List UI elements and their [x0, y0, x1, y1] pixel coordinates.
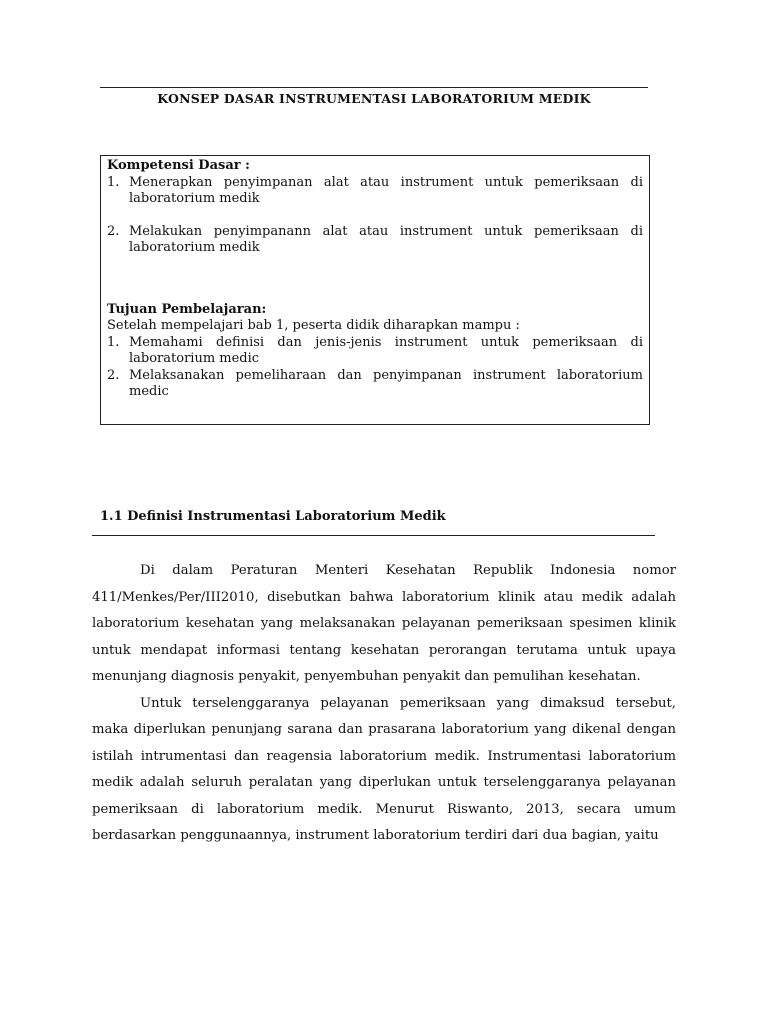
list-text: Memahami definisi dan jenis-jenis instrument untuk pemeriksaan di laboratorium medic	[129, 334, 643, 366]
list-number: 2.	[107, 367, 120, 383]
kompetensi-heading: Kompetensi Dasar :	[107, 158, 250, 173]
list-text: Melaksanakan pemeliharaan dan penyimpanan instrument laboratorium medic	[129, 367, 643, 399]
tujuan-intro: Setelah mempelajari bab 1, peserta didik diharapkan mampu :	[107, 318, 520, 333]
section-heading: 1.1 Definisi Instrumentasi Laboratorium Medik	[100, 509, 446, 524]
list-number: 2.	[107, 223, 120, 239]
section-body	[92, 558, 676, 850]
section-spacer	[107, 257, 643, 302]
list-text: Melakukan penyimpanann alat atau instrument untuk pemeriksaan di laboratorium medik	[129, 223, 643, 255]
paragraph-1: Di dalam Peraturan Menteri Kesehatan Republik Indonesia nomor 411/Menkes/Per/III2010, disebutkan bahwa laboratorium klinik atau medik adalah laboratorium kesehatan yang melaksanakan pelayanan pemeriksaan spesimen klinik untuk mendapat informasi tentang kesehatan perorangan terutama untuk upaya menunjang diagnosis penyakit, penyembuhan penyakit dan pemulihan kesehatan.	[92, 563, 676, 684]
kompetensi-list	[107, 175, 643, 257]
list-number: 1.	[107, 334, 120, 350]
paragraph-2: Untuk terselenggaranya pelayanan pemeriksaan yang dimaksud tersebut, maka diperlukan penunjang sarana dan prasarana laboratorium yang dikenal dengan istilah intrumentasi dan reagensia laboratorium medik. Instrumentasi laboratorium medik adalah seluruh peralatan yang diperlukan untuk terselenggaranya pelayanan pemeriksaan di laboratorium medik. Menurut Riswanto, 2013, secara umum berdasarkan penggunaannya, instrument laboratorium terdiri dari dua bagian, yaitu	[92, 695, 676, 843]
list-spacer	[107, 208, 643, 224]
learning-objectives-box	[100, 155, 650, 425]
tujuan-heading: Tujuan Pembelajaran:	[107, 301, 267, 317]
tujuan-item-1	[107, 335, 643, 368]
list-text: Menerapkan penyimpanan alat atau instrument untuk pemeriksaan di laboratorium medik	[129, 174, 643, 206]
tujuan-list	[107, 335, 643, 401]
tujuan-item-2	[107, 368, 643, 401]
section-heading-rule	[92, 535, 655, 536]
document-title: KONSEP DASAR INSTRUMENTASI LABORATORIUM MEDIK	[157, 91, 591, 106]
kompetensi-item-2	[107, 224, 643, 257]
kompetensi-item-1	[107, 175, 643, 208]
title-top-rule	[100, 87, 648, 88]
list-number: 1.	[107, 174, 120, 190]
